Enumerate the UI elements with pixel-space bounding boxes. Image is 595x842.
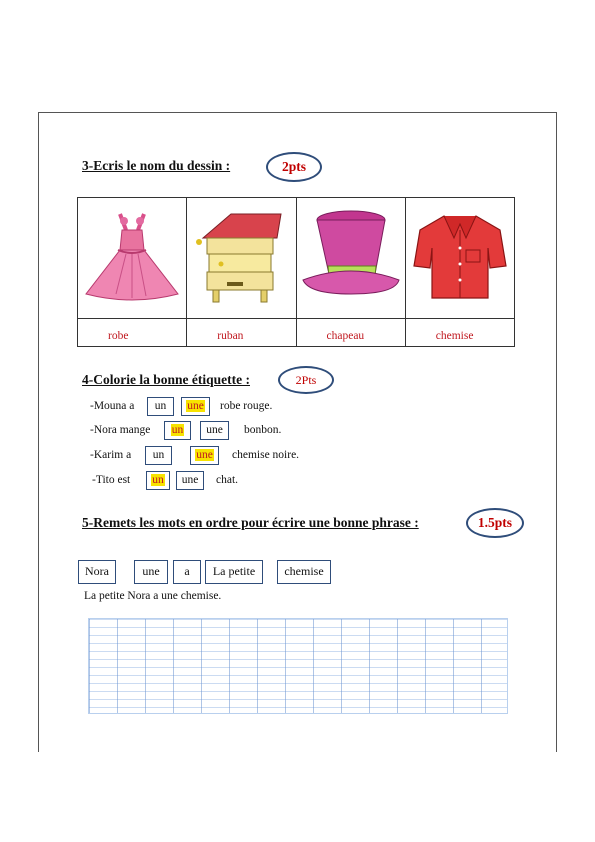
picture-label: robe xyxy=(78,319,187,347)
picture-cell-beehive xyxy=(187,198,296,319)
word-card-nora[interactable]: Nora xyxy=(78,560,116,584)
label-choice-un[interactable]: un xyxy=(145,446,172,465)
page-frame-right xyxy=(556,112,557,752)
sentence-suffix: chemise noire. xyxy=(232,449,300,461)
label-choice-un[interactable]: un xyxy=(164,421,191,440)
word-card-la-petite[interactable]: La petite xyxy=(205,560,263,584)
label-choice-un[interactable]: un xyxy=(147,397,174,416)
section5-points-badge: 1.5pts xyxy=(466,508,524,538)
sentence-prefix: -Mouna a xyxy=(90,400,135,412)
picture-cell-hat xyxy=(296,198,405,319)
sentence-prefix: -Tito est xyxy=(92,474,131,486)
sentence-suffix: bonbon. xyxy=(244,424,282,436)
shirt-icon xyxy=(410,208,510,304)
page-frame-top xyxy=(38,112,557,113)
word-card-chemise[interactable]: chemise xyxy=(277,560,331,584)
section4-title: 4-Colorie la bonne étiquette : xyxy=(82,372,250,387)
dress-icon xyxy=(80,208,184,304)
page-frame-left xyxy=(38,112,39,752)
label-choice-une[interactable]: une xyxy=(190,446,219,465)
picture-label: chemise xyxy=(405,319,514,347)
answer-sentence: La petite Nora a une chemise. xyxy=(84,590,222,602)
picture-cell-shirt xyxy=(405,198,514,319)
hat-icon xyxy=(299,208,403,304)
label-choice-une[interactable]: une xyxy=(200,421,229,440)
sentence-prefix: -Nora mange xyxy=(90,424,151,436)
sentence-suffix: robe rouge. xyxy=(220,400,273,412)
label-choice-une[interactable]: une xyxy=(181,397,210,416)
picture-cell-dress xyxy=(78,198,187,319)
word-card-une[interactable]: une xyxy=(134,560,168,584)
section5-title: 5-Remets les mots en ordre pour écrire une bonne phrase : xyxy=(82,515,419,530)
sentence-suffix: chat. xyxy=(216,474,239,486)
picture-label: ruban xyxy=(187,319,296,347)
section4-points-badge: 2Pts xyxy=(278,366,334,394)
label-choice-un[interactable]: un xyxy=(146,471,170,490)
sentence-prefix: -Karim a xyxy=(90,449,132,461)
beehive-icon xyxy=(191,208,291,304)
writing-grid[interactable] xyxy=(88,618,508,714)
section3-title: 3-Ecris le nom du dessin : xyxy=(82,158,231,173)
word-card-a[interactable]: a xyxy=(173,560,201,584)
picture-label: chapeau xyxy=(296,319,405,347)
picture-table xyxy=(77,197,515,347)
label-choice-une[interactable]: une xyxy=(176,471,204,490)
section3-points-badge: 2pts xyxy=(266,152,322,182)
